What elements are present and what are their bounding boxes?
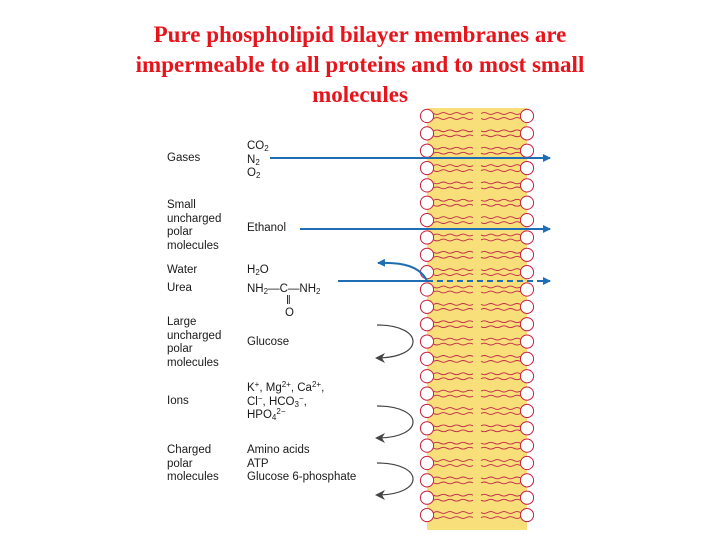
category-small-uncharged-polar-line: polar [167,226,193,238]
title-line-2: impermeable to all proteins and to most small [135,52,585,77]
ion-charge: − [298,393,304,403]
formula-subscript: 2 [255,157,260,167]
category-small-uncharged-polar-line: molecules [167,239,219,252]
category-large-uncharged-polar-line: polar [167,343,193,355]
phospholipid-head [520,370,533,383]
phospholipid-head [420,335,433,348]
molecule-amino-acids: Amino acids [247,444,310,456]
category-large-uncharged-polar [167,316,221,370]
category-large-uncharged-polar-line: molecules [167,356,219,369]
formula-text: CO [247,140,265,152]
molecule-co2 [247,140,269,154]
ion-formula: Mg [265,382,282,394]
water-reflect-arrow [378,263,427,281]
ion-charge: 2+ [281,380,291,389]
phospholipid-head [420,439,433,452]
formula-subscript: 2 [264,144,269,153]
phospholipid-head [420,266,433,279]
formula-text: N [247,153,256,166]
molecule-ethanol: Ethanol [247,222,287,234]
phospholipid-head [420,370,433,383]
phospholipid-head [420,422,433,435]
category-charged-polar-line: Charged [167,444,212,456]
phospholipid-head [420,300,433,313]
phospholipid-head [520,508,533,521]
urea-oxygen: O [285,307,294,319]
separator: , [303,395,307,408]
phospholipid-head [520,318,533,331]
phospholipid-head [520,439,533,452]
phospholipid-head [420,404,433,417]
phospholipid-head [420,161,433,174]
phospholipid-head [520,491,533,504]
category-charged-polar [167,444,219,485]
category-charged-polar-line: polar [167,457,193,470]
formula-subscript: 2 [316,287,321,296]
phospholipid-head [420,387,433,400]
category-large-uncharged-polar-line: uncharged [167,329,222,342]
phospholipid-head [420,231,433,244]
phospholipid-head [520,214,533,227]
separator: , [259,382,266,394]
phospholipid-head [420,352,433,365]
phospholipid-head [520,179,533,192]
single-bond: — [268,283,280,295]
formula-subscript: 2 [263,287,269,296]
phospholipid-head [420,179,433,192]
phospholipid-head [520,144,533,157]
glucose-bounce-arrow [377,325,413,358]
formula-subscript: 4 [271,413,277,422]
formula-text: H [247,264,256,276]
phospholipid-head [520,248,533,261]
molecule-atp: ATP [247,457,269,470]
title-line-3: molecules [312,82,408,107]
category-small-uncharged-polar [167,199,221,253]
phospholipid-head [520,352,533,365]
molecule-glucose-6-phosphate: Glucose 6-phosphate [247,471,357,483]
category-large-uncharged-polar-line: Large [167,316,197,328]
phospholipid-head [420,283,433,296]
molecule-urea [247,283,320,297]
phospholipid-head [520,196,533,209]
phospholipid-head [420,318,433,331]
molecule-water [247,264,269,278]
phospholipid-head [420,196,433,209]
category-charged-polar-line: molecules [167,471,219,483]
ion-line [247,409,324,423]
phospholipid-head [420,456,433,469]
category-small-uncharged-polar-line: uncharged [167,212,222,225]
phospholipid-head [520,161,533,174]
phospholipid-head [520,283,533,296]
ion-formula: Ca [297,382,312,394]
category-urea: Urea [167,282,192,294]
ion-formula: HPO [247,409,272,421]
separator: , [290,382,298,394]
phospholipid-head [520,335,533,348]
formula-text: C [279,283,288,295]
phospholipid-head [520,387,533,400]
ion-charge: 2+ [311,380,322,389]
phospholipid-head [420,491,433,504]
category-small-uncharged-polar-line: Small [167,199,196,211]
ion-formula: HCO [268,395,295,408]
bilayer-core [427,108,527,530]
formula-text: —NH [287,283,317,295]
phospholipid-head [520,266,533,279]
molecule-o2 [247,167,269,181]
ions-molecule-list [247,382,324,423]
formula-text: O [247,167,256,179]
title-line-1: Pure phospholipid bilayer membranes are [153,22,567,47]
phospholipid-head [420,508,433,521]
category-ions: Ions [167,395,189,407]
phospholipid-head [520,109,533,122]
charged-molecule-list [247,444,356,485]
phospholipid-head [420,127,433,140]
formula-text: O [259,264,269,276]
category-water: Water [167,264,198,276]
separator: , [262,395,269,408]
separator: , [321,382,325,394]
phospholipid-head [420,144,433,157]
formula-subscript: 3 [294,399,299,409]
ion-formula: K [247,382,255,394]
phospholipid-head [520,127,533,140]
phospholipid-head [520,422,533,435]
molecule-glucose: Glucose [247,336,290,348]
molecule-n2 [247,154,269,168]
phospholipid-head [520,231,533,244]
formula-subscript: 2 [255,268,260,277]
formula-subscript: 2 [255,171,261,180]
ion-formula: Cl [247,395,258,408]
ion-charge: + [254,380,260,389]
ion-charge: − [257,393,263,403]
phospholipid-head [520,404,533,417]
phospholipid-head [420,109,433,122]
category-gases: Gases [167,152,201,164]
formula-text: NH [247,283,264,295]
phospholipid-head [420,248,433,261]
phospholipid-head [420,474,433,487]
ions-bounce-arrow [377,406,413,438]
gases-molecule-list [247,140,269,181]
phospholipid-head [520,474,533,487]
phospholipid-head [520,300,533,313]
urea-double-bond: ‖ [286,295,291,307]
phospholipid-head [420,214,433,227]
phospholipid-head [520,456,533,469]
charged-bounce-arrow [377,463,413,495]
ion-charge: 2− [276,407,286,416]
